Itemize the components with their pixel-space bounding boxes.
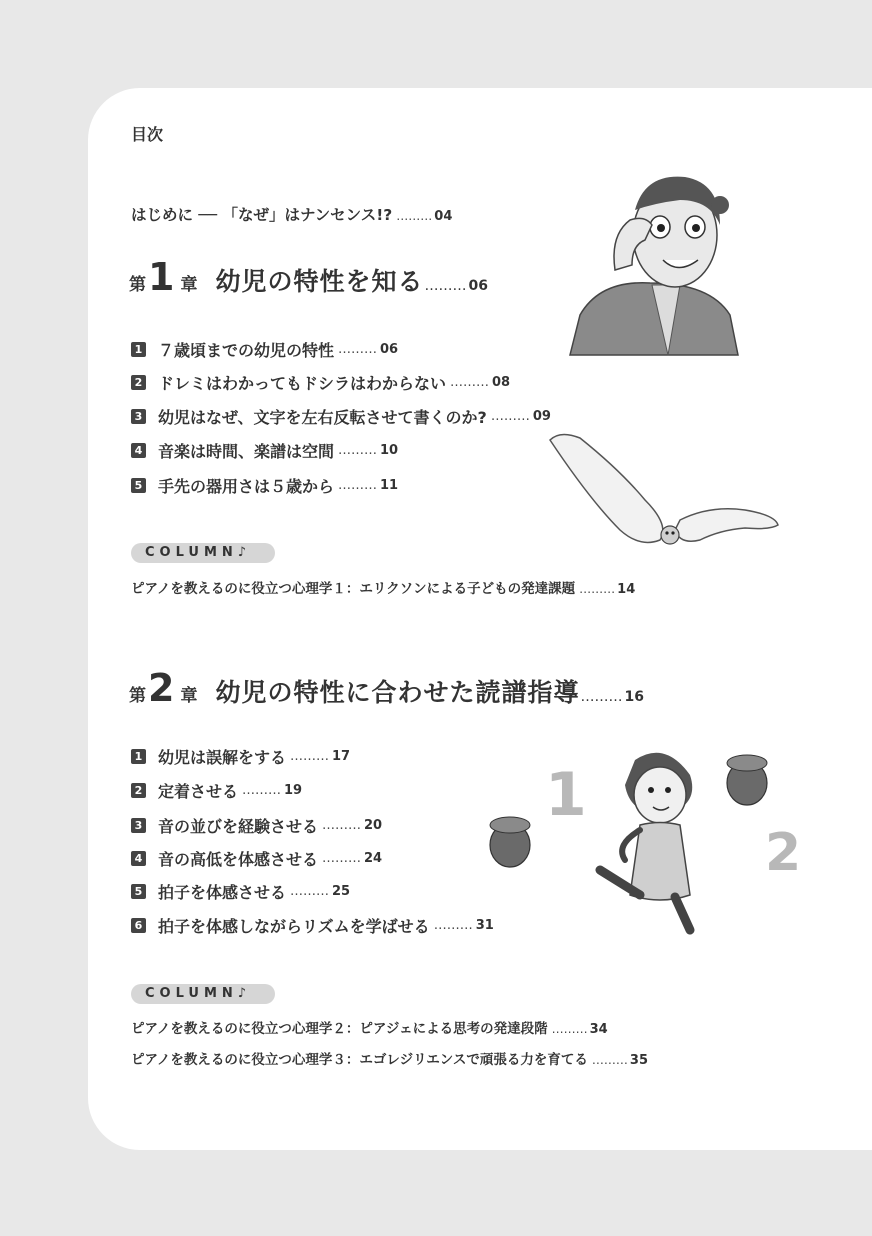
item-dots: ……… [322,818,362,833]
chapter-2-item-6[interactable] [131,914,494,937]
item-page: 19 [284,783,303,798]
chapter-1-heading[interactable] [129,255,488,299]
item-text: ７歳頃までの幼児の特性 [158,341,335,360]
pinching-hand-illustration [540,430,785,560]
item-page: 08 [492,375,511,390]
item-number-badge: 2 [131,375,146,390]
column-dots: ……… [551,1022,588,1036]
chapter-1-item-4[interactable] [131,439,398,462]
item-dots: ……… [338,342,378,357]
item-dots: ……… [290,884,330,899]
item-dots: ……… [242,783,282,798]
column-dots: ……… [579,582,616,596]
intro-text: はじめに ── 「なぜ」はナンセンス!? [131,206,393,224]
chapter-2-column-badge: COLUMN♪ [131,984,275,1004]
toc-title: 目次 [131,125,164,144]
column-text: ピアノを教えるのに役立つ心理学２：ピアジェによる思考の発達段階 [131,1021,548,1037]
chapter-2-page: 16 [624,689,644,705]
item-page: 11 [380,478,399,493]
chapter-1-item-5[interactable] [131,474,398,497]
item-dots: ……… [338,478,378,493]
chapter-2-item-4[interactable] [131,847,382,870]
chapter-2-suffix: 章 [180,686,198,706]
column-text: ピアノを教えるのに役立つ心理学３：エゴレジリエンスで頑張る力を育てる [131,1052,588,1068]
item-number-badge: 3 [131,409,146,424]
item-page: 09 [532,409,551,424]
item-text: 音の並びを経験させる [158,817,319,836]
item-number-badge: 5 [131,478,146,493]
item-dots: ……… [322,851,362,866]
item-dots: ……… [290,749,330,764]
chapter-1-dots: ……… [424,278,467,294]
item-text: ドレミはわかってもドシラはわからない [158,374,447,393]
item-text: 音の高低を体感させる [158,850,319,869]
chapter-1-prefix: 第 [129,275,146,295]
item-number-badge: 2 [131,783,146,798]
item-number-badge: 1 [131,342,146,357]
item-page: 10 [380,443,399,458]
item-number-badge: 4 [131,851,146,866]
chapter-2-column-line-1[interactable] [131,1017,608,1037]
chapter-1-page: 06 [468,278,488,294]
column-page: 35 [629,1053,649,1068]
chapter-2-item-1[interactable] [131,745,350,768]
item-dots: ……… [338,443,378,458]
item-text: 幼児はなぜ、文字を左右反転させて書くのか? [158,408,487,427]
chapter-2-dots: ……… [580,689,623,705]
chapter-2-item-5[interactable] [131,880,350,903]
item-page: 20 [364,818,383,833]
intro-entry[interactable] [131,203,452,225]
item-page: 17 [332,749,351,764]
item-dots: ……… [433,918,473,933]
item-page: 06 [380,342,399,357]
chapter-2-heading[interactable] [129,666,644,710]
chapter-1-item-3[interactable] [131,405,551,428]
girl-jumping-illustration [465,745,810,945]
item-text: 音楽は時間、楽譜は空間 [158,442,335,461]
column-page: 14 [617,582,636,597]
item-number-badge: 5 [131,884,146,899]
chapter-2-item-3[interactable] [131,814,382,837]
column-text: ピアノを教えるのに役立つ心理学１：エリクソンによる子どもの発達課題 [131,581,576,597]
chapter-1-title: 幼児の特性を知る [215,267,424,296]
chapter-1-column-line-1[interactable] [131,577,635,597]
intro-dots: ……… [396,209,433,223]
chapter-2-title: 幼児の特性に合わせた読譜指導 [215,678,580,707]
chapter-1-item-1[interactable] [131,338,398,361]
chapter-1-column-badge: COLUMN♪ [131,543,275,563]
chapter-2-item-2[interactable] [131,779,302,802]
column-page: 34 [589,1022,608,1037]
chapter-1-item-2[interactable] [131,371,510,394]
item-number-badge: 3 [131,818,146,833]
chapter-1-number: 1 [148,255,175,299]
chapter-2-column-line-2[interactable] [131,1048,648,1068]
item-text: 幼児は誤解をする [158,748,287,767]
item-text: 手先の器用さは５歳から [158,477,335,496]
item-text: 定着させる [158,782,239,801]
column-dots: ……… [591,1053,628,1067]
item-number-badge: 4 [131,443,146,458]
item-page: 24 [364,851,383,866]
intro-page: 04 [434,209,453,224]
item-text: 拍子を体感しながらリズムを学ばせる [158,917,430,936]
illustration-digit-one: 1 [545,760,587,830]
item-dots: ……… [490,409,530,424]
item-page: 25 [332,884,351,899]
item-dots: ……… [450,375,490,390]
illustration-digit-two: 2 [765,823,802,883]
item-number-badge: 1 [131,749,146,764]
item-page: 31 [475,918,494,933]
chapter-2-prefix: 第 [129,686,146,706]
chapter-2-number: 2 [148,666,175,710]
man-pointing-illustration [560,165,760,360]
item-number-badge: 6 [131,918,146,933]
chapter-1-suffix: 章 [180,275,198,295]
item-text: 拍子を体感させる [158,883,287,902]
